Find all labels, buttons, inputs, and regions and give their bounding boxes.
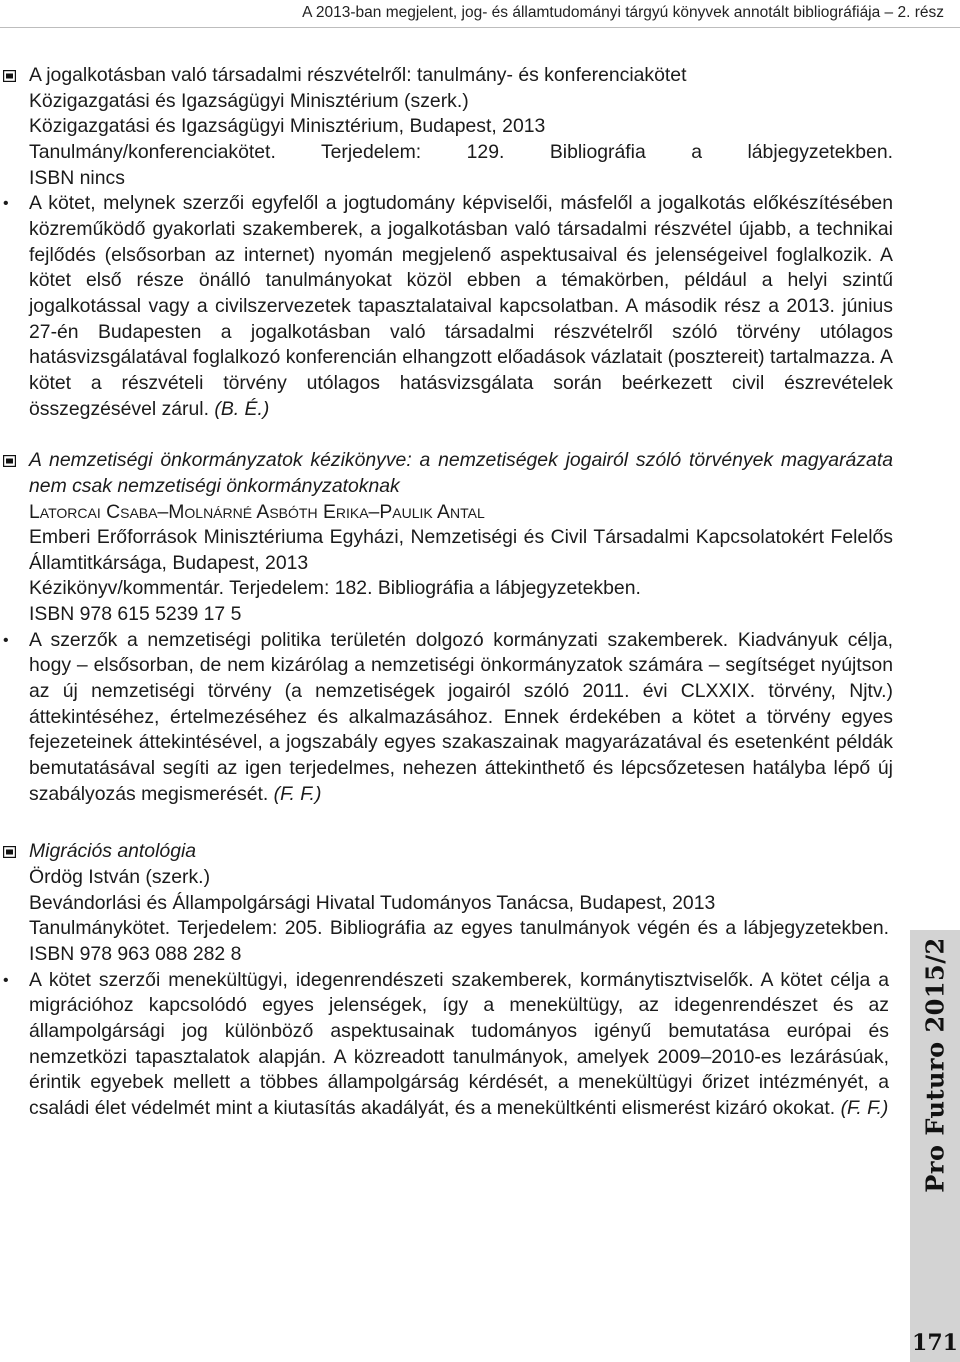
running-title: A 2013-ban megjelent, jog- és államtudományi tárgyú könyvek annotált bibliográfiája – 2. rész	[302, 4, 944, 21]
entry-details-text: Tanulmánykötet. Terjedelem: 205. Bibliográfia az egyes tanulmányok végén és a lábjegyzetekben.	[29, 917, 889, 940]
entry-description	[3, 968, 889, 1122]
entry-title: A jogalkotásban való társadalmi részvételről: tanulmány- és konferenciakötet	[29, 64, 687, 86]
description-text: A kötet szerzői menekültügyi, idegenrendészeti szakemberek, kormánytisztviselők. A kötet célja a migrációhoz kapcsolódó egyes jelenségek, így a menekültügy, az idegenrendészet és az állampolgársági jog különböző aspektusainak tudományos igényű bemutatása európai és nemzetközi tapasztalatok alapján. A közreadott tanulmányok, amelyek 2009–2010-es lezárásúak, érintik egyebek mellett a többes állampolgárság kérdését, a menekültügyi őrizet intézményét, a családi élet védelmét mint a kiutasítás akadályát, és a menekültkénti elismerést kizáró okokat.	[29, 968, 889, 1119]
entry-isbn: ISBN 978 963 088 282 8	[29, 943, 242, 965]
description-bullet-icon: •	[3, 195, 9, 213]
entry-isbn: ISBN nincs	[29, 166, 125, 189]
running-header	[0, 0, 960, 30]
entry-details: Kézikönyv/kommentár. Terjedelem: 182. Bibliográfia a lábjegyzetekben.	[29, 577, 641, 600]
entry-title: Migrációs antológia	[29, 840, 197, 863]
bibliography-entries	[0, 63, 960, 1122]
page-number: 171	[912, 1330, 958, 1356]
entry-author: Ördög István (szerk.)	[29, 866, 211, 889]
entry-author: Közigazgatási és Igazságügyi Minisztérium (szerk.)	[29, 89, 469, 112]
entry-publisher: Emberi Erőforrások Minisztériuma Egyházi, Nemzetiségi és Civil Társadalmi Kapcsolatokért Felelős Államtitkársága, Budapest, 2013	[29, 526, 893, 574]
journal-label	[920, 935, 950, 1195]
description-text: A kötet, melynek szerzői egyfelől a jogtudomány képviselői, másfelől a jogalkotás előkészítésében közreműködő gyakorlati szakemberek, a jogalkotásban való társadalmi részvétel újabb, a technikai fejlődés (elsősorban az internet) nyomán megjelenő aspektusaival és jelenségeivel foglalkozik. A kötet első része önálló tanulmányokat közöl ebben a témakörben, például a helyi szintű jogalkotással vagy a civilszervezetek tapasztalataival kapcsolatban. A második rész a 2013. június 27-én Budapesten a jogalkotásban való társadalmi részvételről szóló törvény utólagos hatásvizsgálatával foglalkozó konferencián elhangzott előadások vázlatait (posztereit) tartalmazza. A kötet a részvételi törvény utólagos hatásvizsgálata során beérkezett civil észrevételek összegzésével zárul.	[29, 192, 893, 420]
bibliography-entry	[0, 63, 893, 422]
side-tab	[910, 930, 960, 1362]
entry-title: A nemzetiségi önkormányzatok kézikönyve: a nemzetiségek jogairól szóló törvények magyarázata nem csak nemzetiségi önkormányzatoknak	[29, 449, 893, 497]
entry-square-bullet-icon	[3, 70, 16, 82]
header-rule	[0, 27, 960, 28]
reviewer-initials: (F. F.)	[840, 1096, 889, 1119]
entry-description	[3, 191, 893, 422]
entry-details	[29, 916, 889, 967]
entry-publisher: Bevándorlási és Állampolgársági Hivatal Tudományos Tanácsa, Budapest, 2013	[29, 891, 716, 914]
reviewer-initials: (B. É.)	[214, 397, 270, 420]
description-bullet-icon: •	[3, 631, 9, 649]
entry-description	[3, 628, 893, 808]
bibliography-entry	[0, 448, 893, 807]
bibliography-entry	[0, 839, 889, 1121]
entry-square-bullet-icon	[3, 455, 16, 467]
journal-name: Pro Futuro 2015/2	[920, 937, 950, 1193]
entry-isbn: ISBN 978 615 5239 17 5	[29, 603, 242, 626]
entry-square-bullet-icon	[3, 846, 16, 858]
description-text: A szerzők a nemzetiségi politika területén dolgozó kormányzati szakemberek. Kiadványuk célja, hogy – elsősorban, de nem kizárólag a nemzetiségi önkormányzatok számára – segítséget nyújtson az új nemzetiségi törvény (a nemzetiségek jogairól szóló 2011. évi CLXXIX. törvény, Njtv.) áttekintéséhez, értelmezéséhez és alkalmazásához. Ennek érdekében a kötet a törvény egyes fejezeteinek áttekintésével, a jogszabály egyes szakaszainak magyarázatával és esetenként példák bemutatásával segíti az igen terjedelmes, nehezen áttekinthető és lépcsőzetesen hatályba lépő új szabályozás megismerését.	[29, 628, 893, 805]
entry-details: Tanulmány/konferenciakötet. Terjedelem: 129. Bibliográfia a lábjegyzetekben.	[29, 140, 893, 163]
reviewer-initials: (F. F.)	[273, 782, 322, 805]
entry-author: Latorcai Csaba–Molnárné Asbóth Erika–Paulik Antal	[29, 500, 485, 523]
entry-publisher: Közigazgatási és Igazságügyi Minisztérium, Budapest, 2013	[29, 115, 546, 138]
description-bullet-icon: •	[3, 971, 9, 989]
